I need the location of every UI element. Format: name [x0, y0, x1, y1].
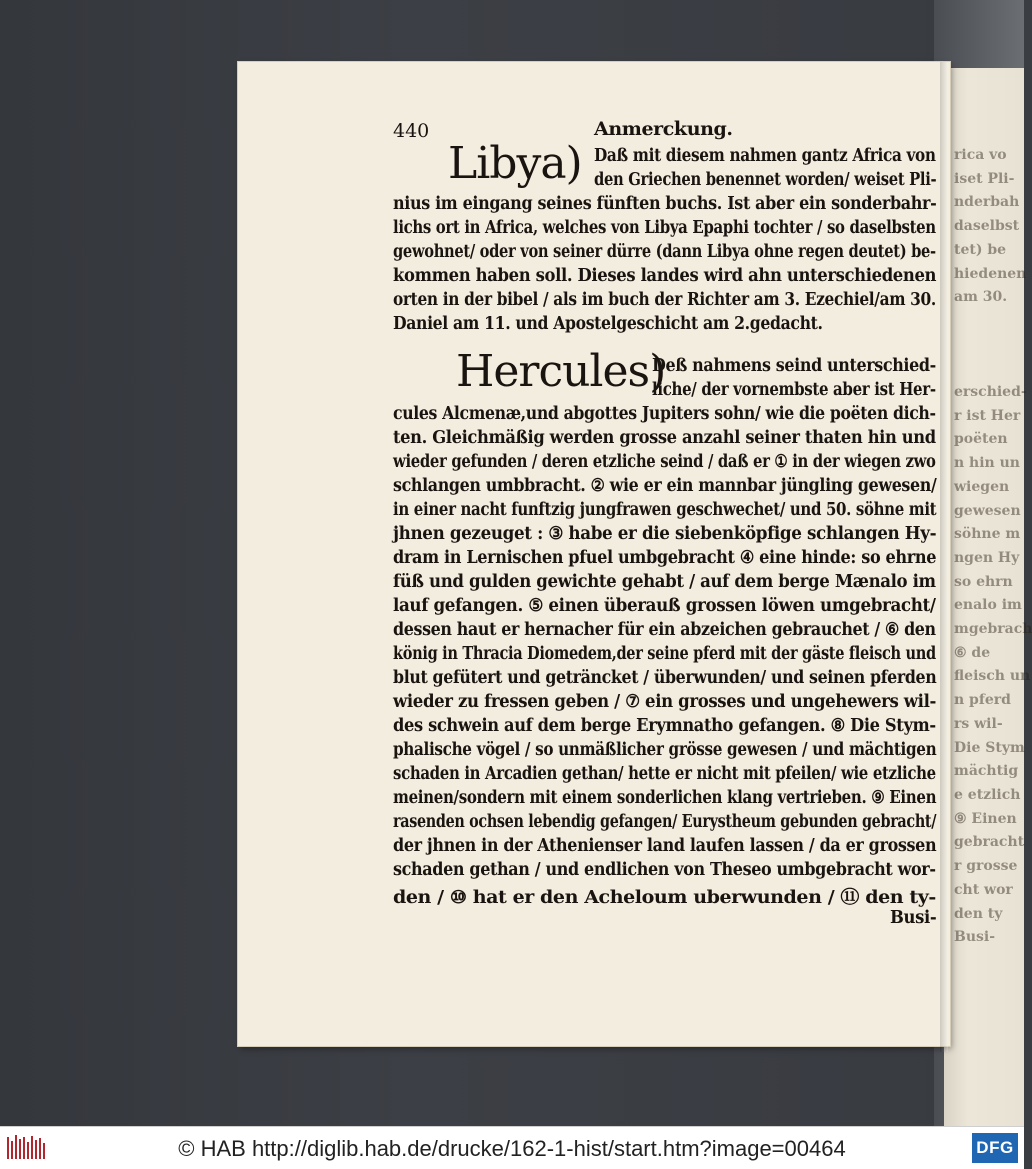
text-line: rasenden ochsen lebendig gefangen/ Eurystheum gebunden gebracht/	[393, 812, 937, 832]
bleed-line: fleisch un	[954, 668, 1031, 685]
page-number: 440	[393, 120, 430, 142]
bleed-line: wiegen	[954, 478, 1010, 495]
text-line: Daniel am 11. und Apostelgeschicht am 2.gedacht.	[393, 314, 823, 334]
text-line: könig in Thracia Diomedem,der seine pferd mit der gäste fleisch und	[393, 644, 936, 664]
bleed-line: Busi-	[954, 929, 996, 946]
bleed-line: den ty	[954, 905, 1003, 922]
text-line: füß und gulden gewichte gehabt / auf dem berge Mænalo im	[393, 572, 936, 592]
bleed-line: r ist Her	[954, 407, 1021, 424]
bleed-line: so ehrn	[954, 573, 1013, 590]
text-line: phalische vögel / so unmäßlicher grösse gewesen / und mächtigen	[393, 740, 937, 760]
entry-word-libya: Libya)	[448, 138, 582, 189]
text-line: lauf gefangen. ⑤ einen überauß grossen löwen umgebracht/	[393, 596, 936, 616]
text-line: dessen haut er hernacher für ein abzeichen gebrauchet / ⑥ den	[393, 620, 936, 640]
page-gutter	[940, 62, 948, 1052]
text-line: schaden in Arcadien gethan/ hette er nicht mit pfeilen/ wie etzliche	[393, 764, 936, 784]
text-line: gewohnet/ oder von seiner dürre (dann Libya ohne regen deutet) be-	[393, 242, 936, 262]
footer-copyright-url[interactable]: © HAB http://diglib.hab.de/drucke/162-1-hist/start.htm?image=00464	[178, 1136, 846, 1161]
text-line: cules Alcmenæ,und abgottes Jupiters sohn/ wie die poëten dich-	[393, 404, 936, 424]
bleed-line: mgebrach	[954, 621, 1032, 638]
facing-page-edge	[944, 68, 1032, 1126]
text-line: schlangen umbbracht. ② wie er ein mannbar jüngling gewesen/	[393, 476, 937, 496]
bleed-line	[954, 357, 1024, 381]
bleed-line: mächtig	[954, 763, 1019, 780]
text-line: schaden gethan / und endlichen von Theseo umbgebracht wor-	[393, 860, 936, 880]
bleed-line: ⑥ de	[954, 644, 991, 661]
bleed-line: nderbah	[954, 194, 1020, 211]
text-line: nius im eingang seines fünften buchs. Ist aber ein sonderbahr-	[393, 194, 937, 214]
text-line: des schwein auf dem berge Erymnatho gefangen. ⑧ Die Stym-	[393, 716, 936, 736]
bleed-line: daselbst	[954, 218, 1020, 235]
bleed-line: Die Stym	[954, 739, 1025, 756]
bleed-line	[954, 310, 1024, 334]
text-line: kommen haben soll. Dieses landes wird ahn unterschiedenen	[393, 266, 937, 286]
text-line: der jhnen in der Athenienser land laufen lassen / da er grossen	[393, 836, 937, 856]
bleed-line: ⑨ Einen	[954, 810, 1017, 827]
bleed-line: tet) be	[954, 241, 1007, 258]
bleed-line: poëten	[954, 431, 1008, 448]
text-line: meinen/sondern mit einem sonderlichen klang vertrieben. ⑨ Einen	[393, 788, 937, 808]
bleed-line: rica vo	[954, 147, 1007, 163]
bleed-line: gewesen	[954, 502, 1021, 519]
bleed-line: e etzlich	[954, 786, 1021, 803]
text-line: wieder zu fressen geben / ⑦ ein grosses und ungehewers wil-	[393, 692, 936, 712]
bleed-line: ngen Hy	[954, 549, 1020, 566]
text-line: wieder gefunden / deren etzliche seind / daß er ① in der wiegen zwo	[393, 452, 936, 472]
bleed-line: hiedenen	[954, 265, 1027, 282]
text-line: lichs ort in Africa, welches von Libya Epaphi tochter / so daselbsten	[393, 218, 936, 238]
text-line: Deß nahmens seind unterschied-	[652, 356, 936, 376]
text-line: blut gefütert und geträncket / überwunden/ und seinen pferden	[393, 668, 937, 688]
bleed-line: rs wil-	[954, 715, 1003, 732]
bleed-line: n pferd	[954, 692, 1011, 709]
bleed-line	[954, 334, 1024, 358]
text-line: den / ⑩ hat er den Acheloum uberwunden / ⑪ den ty-	[393, 888, 936, 908]
bleed-line: n hin un	[954, 455, 1020, 472]
text-line: den Griechen benennet worden/ weiset Pli-	[594, 170, 937, 190]
text-line: Daß mit diesem nahmen gantz Africa von	[594, 146, 936, 166]
footer-bar	[0, 1126, 1024, 1169]
bleed-line: enalo im	[954, 597, 1022, 614]
bleed-line: gebracht	[954, 834, 1025, 851]
bleed-line: cht wor	[954, 881, 1013, 898]
text-line: dram in Lernischen pfuel umbgebracht ④ eine hinde: so ehrne	[393, 548, 937, 568]
facing-page-bleed-text	[954, 144, 1032, 950]
text-line: orten in der bibel / als im buch der Richter am 3. Ezechiel/am 30.	[393, 290, 936, 310]
bleed-line: am 30.	[954, 289, 1008, 306]
bleed-line: erschied-	[954, 384, 1027, 401]
entry-word-hercules: Hercules)	[456, 346, 666, 397]
dfg-logo-badge: DFG	[972, 1133, 1018, 1163]
text-line: liche/ der vornembste aber ist Her-	[652, 380, 936, 400]
text-line: Busi-	[890, 908, 937, 928]
bleed-line: söhne m	[954, 526, 1021, 543]
bleed-line: r grosse	[954, 858, 1018, 875]
text-line: jhnen gezeuget : ③ habe er die siebenköpfige schlangen Hy-	[393, 524, 937, 544]
text-line: in einer nacht funftzig jungfrawen geschwechet/ und 50. söhne mit	[393, 500, 937, 520]
text-line: ten. Gleichmäßig werden grosse anzahl seiner thaten hin und	[393, 428, 936, 448]
page-heading: Anmerckung.	[594, 118, 733, 140]
bleed-line: iset Pli-	[954, 170, 1015, 187]
